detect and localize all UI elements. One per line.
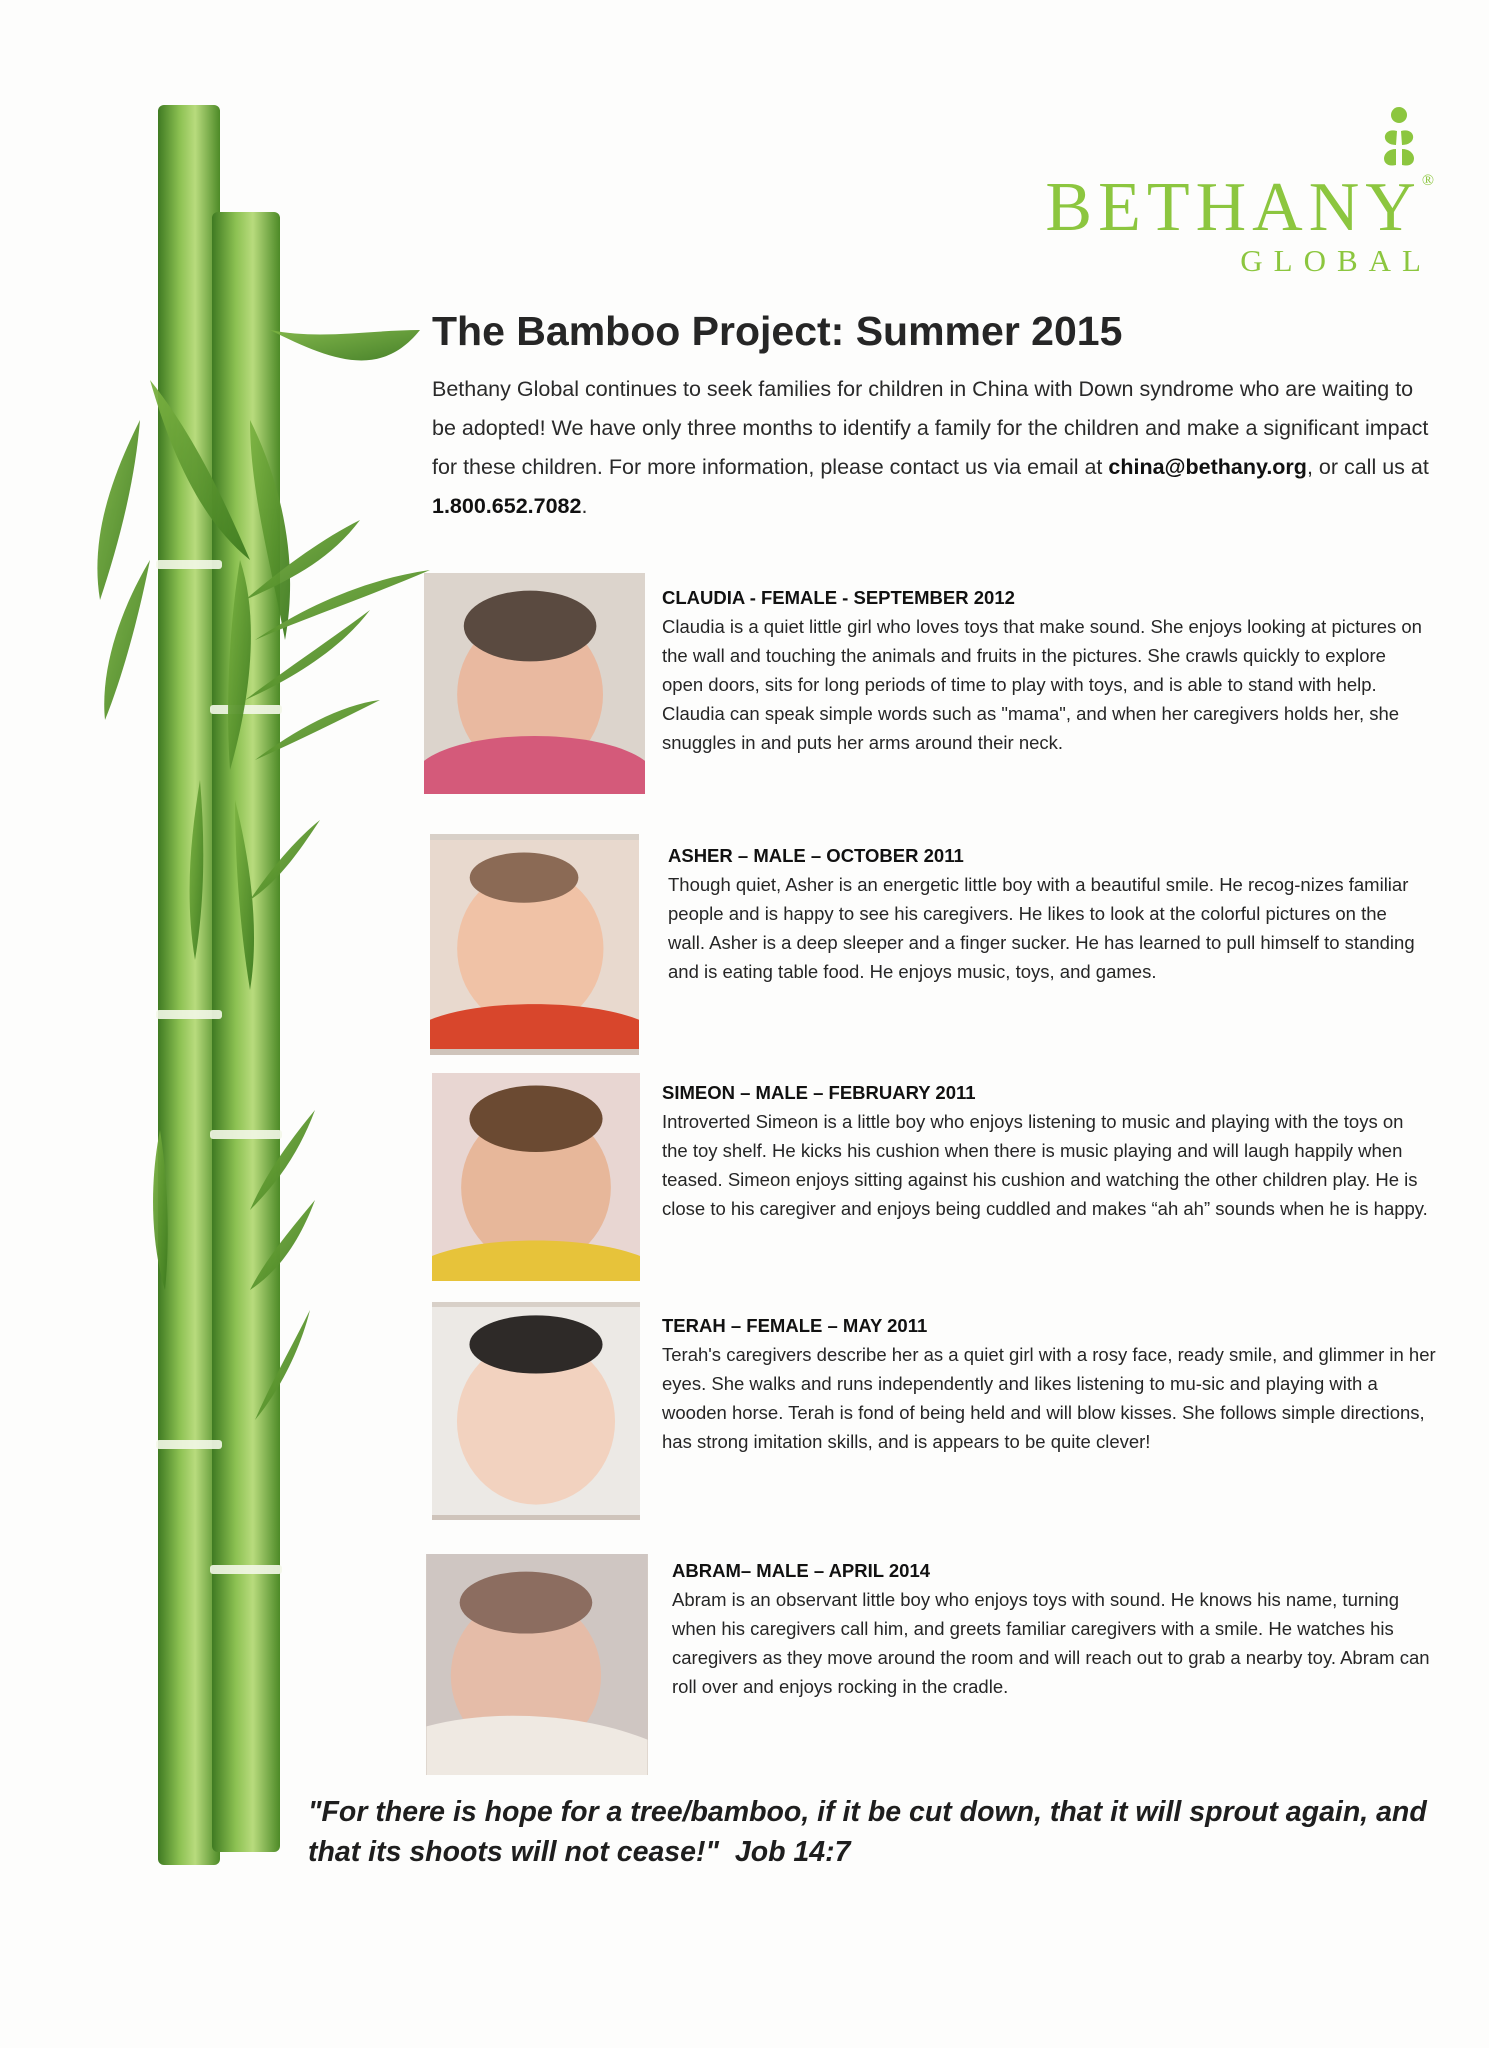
child-heading: TERAH – FEMALE – MAY 2011 [662, 1315, 928, 1336]
child-photo [430, 834, 639, 1055]
child-heading: CLAUDIA - FEMALE - SEPTEMBER 2012 [662, 587, 1015, 608]
child-photo [432, 1073, 640, 1281]
child-description: Though quiet, Asher is an energetic little boy with a beautiful smile. He recog-nizes familiar people and is happy to see his caregivers. He likes to look at the colorful pictures on the wall. Asher is a deep sleeper and a finger sucker. He has learned to pull himself to standing and is eating table food. He enjoys music, toys, and games. [668, 874, 1415, 982]
intro-paragraph [432, 370, 1442, 526]
intro-text-middle: , or call us at [1306, 455, 1429, 479]
child-text [662, 1082, 1432, 1223]
child-text [672, 1560, 1432, 1701]
bethany-global-logo [1045, 105, 1440, 285]
child-description: Terah's caregivers describe her as a quiet girl with a rosy face, ready smile, and glimmer in her eyes. She walks and runs independently and likes listening to mu-sic and playing with a wooden horse. Terah is fond of being held and will blow kisses. She follows simple directions, has strong imitation skills, and is appears to be quite clever! [662, 1344, 1436, 1452]
brand-sub: GLOBAL [1240, 243, 1432, 278]
child-description: Claudia is a quiet little girl who loves toys that make sound. She enjoys looking at pictures on the wall and touching the animals and fruits in the pictures. She crawls quickly to explore open doors, sits for long periods of time to play with toys, and is able to stand with help. Claudia can speak simple words such as "mama", and when her caregivers holds her, she snuggles in and puts her arms around their neck. [662, 616, 1422, 753]
child-photo [432, 1302, 640, 1520]
scripture-quote [308, 1792, 1458, 1872]
registered-mark: ® [1421, 172, 1434, 189]
child-heading: SIMEON – MALE – FEBRUARY 2011 [662, 1082, 976, 1103]
bamboo-stalk [212, 212, 280, 1852]
child-photo [426, 1554, 648, 1775]
child-text [668, 845, 1428, 986]
contact-email: china@bethany.org [1108, 455, 1307, 479]
contact-phone: 1.800.652.7082 [432, 494, 582, 518]
intro-text: Bethany Global continues to seek families for children in China with Down syndrome who are waiting to be adopted! We have only three months to identify a family for the children and make a significant impact for these children. For more information, please contact us via email at [432, 377, 1429, 479]
quote-citation: Job 14:7 [734, 1836, 851, 1868]
bethany-clover-icon [1362, 105, 1432, 177]
child-text [662, 1315, 1442, 1456]
brand-name-text: BETHANY [1045, 169, 1422, 246]
page-title: The Bamboo Project: Summer 2015 [432, 308, 1123, 354]
brand-name [1045, 169, 1434, 246]
child-photo [424, 573, 645, 794]
child-heading: ABRAM– MALE – APRIL 2014 [672, 1560, 931, 1581]
child-heading: ASHER – MALE – OCTOBER 2011 [668, 845, 964, 866]
quote-text: "For there is hope for a tree/bamboo, if it be cut down, that it will sprout again, and that its shoots will not cease!" [308, 1796, 1427, 1868]
intro-text-end: . [581, 494, 588, 518]
child-text [662, 587, 1422, 757]
bamboo-stalk [158, 105, 220, 1865]
child-description: Abram is an observant little boy who enjoys toys with sound. He knows his name, turning when his caregivers call him, and greets familiar caregivers with a smile. He watches his caregivers as they move around the room and will reach out to grab a nearby toy. Abram can roll over and enjoys rocking in the cradle. [672, 1589, 1430, 1697]
child-description: Introverted Simeon is a little boy who enjoys listening to music and playing with the toys on the toy shelf. He kicks his cushion when there is music playing and will laugh happily when teased. Simeon enjoys sitting against his cushion and watching the other children play. He is close to his caregiver and enjoys being cuddled and makes “ah ah” sounds when he is happy. [662, 1111, 1428, 1219]
